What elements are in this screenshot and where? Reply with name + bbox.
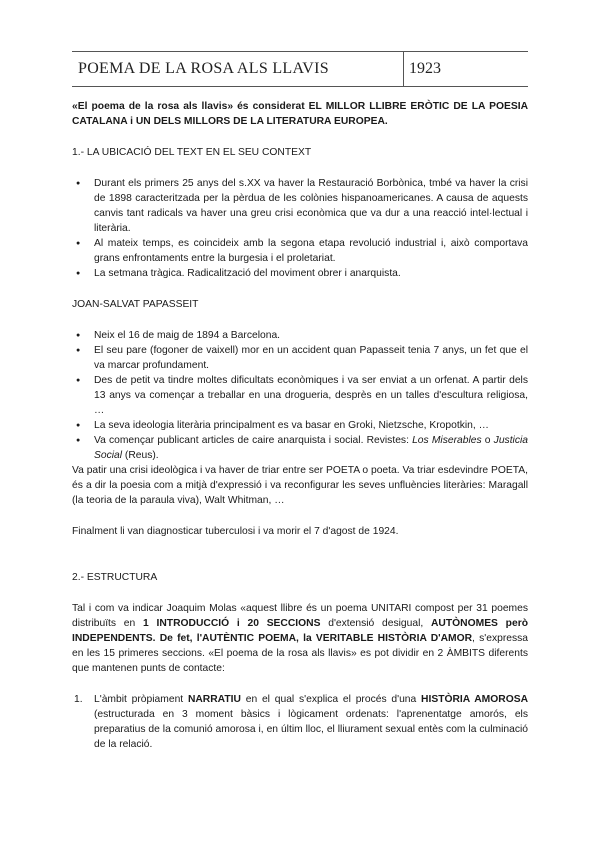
- bold-run: HISTÒRIA AMOROSA: [421, 694, 529, 705]
- bold-run: AUTÒNOMES però INDEPENDENTS. De fet, l'AUTÈNTIC POEMA, la VERITABLE HISTÒRIA D'AMOR: [72, 618, 528, 644]
- text-run: Tal i com va indicar Joaquim Molas «aquest llibre és un poema UNITARI compost per 31 poemes distribuïts en: [72, 603, 528, 629]
- section1-heading: 1.- LA UBICACIÓ DEL TEXT EN EL SEU CONTEXT: [72, 147, 312, 158]
- header-divider: [403, 52, 404, 87]
- list-item: ● La seva ideologia literària principalment es va basar en Groki, Nietzsche, Kropotkin, …: [94, 418, 528, 433]
- text-run: , s'expressa en les 15 primeres seccions. «El poema de la rosa als llavis» es pot dividir en 2 ÀMBITS diferents que mantenen punts de contacte:: [72, 633, 529, 674]
- author-list: [94, 328, 528, 463]
- document-body: [72, 99, 528, 752]
- list-number: 1.: [74, 694, 83, 705]
- list-item: ● La setmana tràgica. Radicalització del moviment obrer i anarquista.: [94, 266, 528, 281]
- intro-paragraph: «El poema de la rosa als llavis» és considerat EL MILLOR LLIBRE ERÒTIC DE LA POESIA CATALANA i UN DELS MILLORS DE LA LITERATURA EUROPEA.: [72, 101, 528, 127]
- structure-list: [74, 692, 529, 752]
- text-run: en el qual s'explica el procés d'una: [240, 694, 422, 705]
- list-item: [94, 433, 528, 463]
- text-run: (estructurada en 3 moment bàsics i lògicament ordenats: l'aprenentatge amorós, els preparatius de la comunió amorosa i, en últim lloc, el lliurament sexual entès com la culminació de la relació.: [94, 709, 528, 750]
- list-item: ● Neix el 16 de maig de 1894 a Barcelona.: [94, 328, 528, 343]
- text-run: Va començar publicant articles de caire anarquista i social. Revistes:: [94, 435, 413, 446]
- text-run: d'extensió desigual,: [320, 618, 431, 629]
- document-title: POEMA DE LA ROSA ALS LLAVIS: [78, 60, 329, 77]
- author-heading: JOAN-SALVAT PAPASSEIT: [72, 299, 199, 310]
- bold-run: 1 INTRODUCCIÓ i 20 SECCIONS: [143, 618, 321, 629]
- magazine-title: Justicia Social: [94, 435, 529, 461]
- list-item: ● Des de petit va tindre moltes dificultats econòmiques i va ser enviat a un orfenat. A partir dels 13 anys va començar a treballar en una drogueria, desprès en un talles d'escultura religiosa, …: [94, 373, 528, 418]
- list-item: ● Al mateix temps, es coincideix amb la segona etapa revolució industrial i, això comportava grans enfrontaments entre la burgesia i el proletariat.: [94, 236, 528, 266]
- list-item: [74, 692, 529, 752]
- author-paragraph: Finalment li van diagnosticar tuberculosi i va morir el 7 d'agost de 1924.: [72, 526, 399, 537]
- document-year: 1923: [409, 60, 441, 77]
- section2-heading: 2.- ESTRUCTURA: [72, 572, 158, 583]
- structure-paragraph: [72, 601, 528, 676]
- list-item: ● Durant els primers 25 anys del s.XX va haver la Restauració Borbònica, tmbé va haver la crisi de 1898 caracteritzada per la pèrdua de les colònies hispanoamericanes. A causa de aquests canvis tant radicals va haver una greu crisi econòmica que va dur a una reacció intel·lectual i literària.: [94, 176, 528, 236]
- bold-run: NARRATIU: [187, 694, 241, 705]
- text-run: o: [481, 435, 494, 446]
- document-header: [72, 51, 528, 87]
- magazine-title: Los Miserables: [412, 435, 482, 446]
- list-item: ● El seu pare (fogoner de vaixell) mor en un accident quan Papasseit tenia 7 anys, un fet que el va marcar profundament.: [94, 343, 528, 373]
- text-run: L'àmbit pròpiament: [94, 694, 188, 705]
- text-run: (Reus).: [122, 450, 159, 461]
- context-list: [94, 176, 528, 281]
- author-paragraph: Va patir una crisi ideològica i va haver de triar entre ser POETA o poeta. Va triar esdevindre POETA, és a dir la poesia com a mitjà d'expressió i va reconfigurar les seves unfluències literàries: Maragall (la teoria de la paraula viva), Walt Whitman, …: [72, 465, 528, 506]
